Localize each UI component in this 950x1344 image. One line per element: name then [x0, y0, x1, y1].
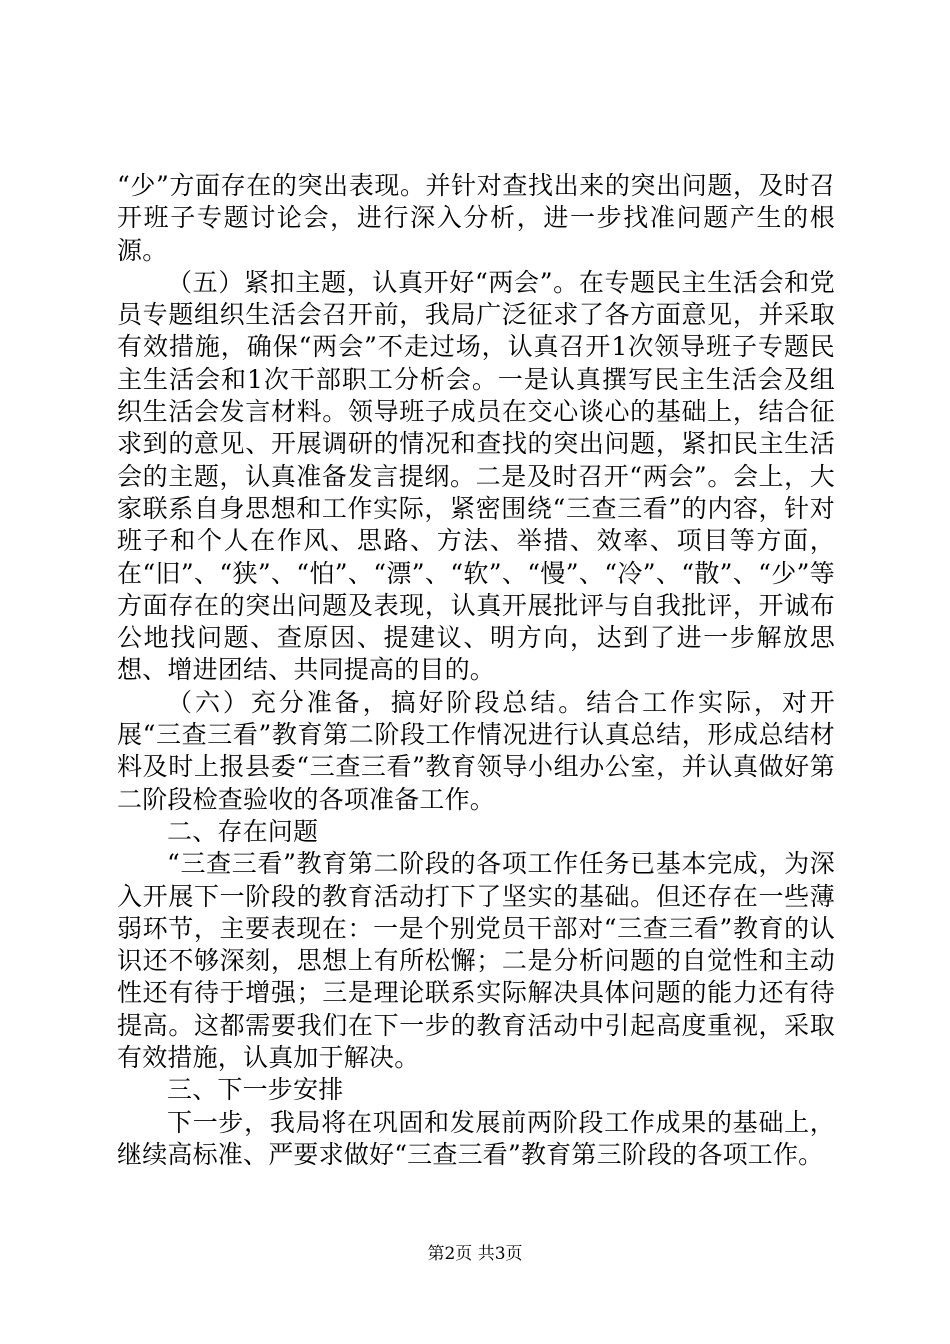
heading-next-steps: 三、下一步安排	[167, 1075, 344, 1105]
page-footer: 第2页 共3页	[427, 1244, 523, 1264]
document-body	[117, 170, 835, 1171]
paragraph-section-six: （六）充分准备，搞好阶段总结。结合工作实际，对开展“三查三看”教育第二阶段工作情况进行认真总结，形成总结材料及时上报县委“三查三看”教育领导小组办公室，并认真做好第二阶段检查验收的各项准备工作。	[117, 687, 835, 814]
paragraph-continuation: “少”方面存在的突出表现。并针对查找出来的突出问题，及时召开班子专题讨论会，进行深入分析，进一步找准问题产生的根源。	[117, 171, 835, 265]
paragraph-section-five: （五）紧扣主题，认真开好“两会”。在专题民主生活会和党员专题组织生活会召开前，我局广泛征求了各方面意见，并采取有效措施，确保“两会”不走过场，认真召开1次领导班子专题民主生活会和1次干部职工分析会。一是认真撰写民主生活会及组织生活会发言材料。领导班子成员在交心谈心的基础上，结合征求到的意见、开展调研的情况和查找的突出问题，紧扣民主生活会的主题，认真准备发言提纲。二是及时召开“两会”。会上，大家联系自身思想和工作实际，紧密围绕“三查三看”的内容，针对班子和个人在作风、思路、方法、举措、效率、项目等方面，在“旧”、“狭”、“怕”、“漂”、“软”、“慢”、“冷”、“散”、“少”等方面存在的突出问题及表现，认真开展批评与自我批评，开诚布公地找问题、查原因、提建议、明方向，达到了进一步解放思想、增进团结、共同提高的目的。	[117, 267, 835, 685]
heading-existing-problems: 二、存在问题	[167, 816, 319, 846]
paragraph-existing-problems: “三查三看”教育第二阶段的各项工作任务已基本完成，为深入开展下一阶段的教育活动打下了坚实的基础。但还存在一些薄弱环节，主要表现在：一是个别党员干部对“三查三看”教育的认识还不够深刻，思想上有所松懈；二是分析问题的自觉性和主动性还有待于增强；三是理论联系实际解决具体问题的能力还有待提高。这都需要我们在下一步的教育活动中引起高度重视，采取有效措施，认真加于解决。	[117, 849, 835, 1073]
paragraph-next-steps: 下一步，我局将在巩固和发展前两阶段工作成果的基础上，继续高标准、严要求做好“三查三看”教育第三阶段的各项工作。	[117, 1107, 835, 1169]
